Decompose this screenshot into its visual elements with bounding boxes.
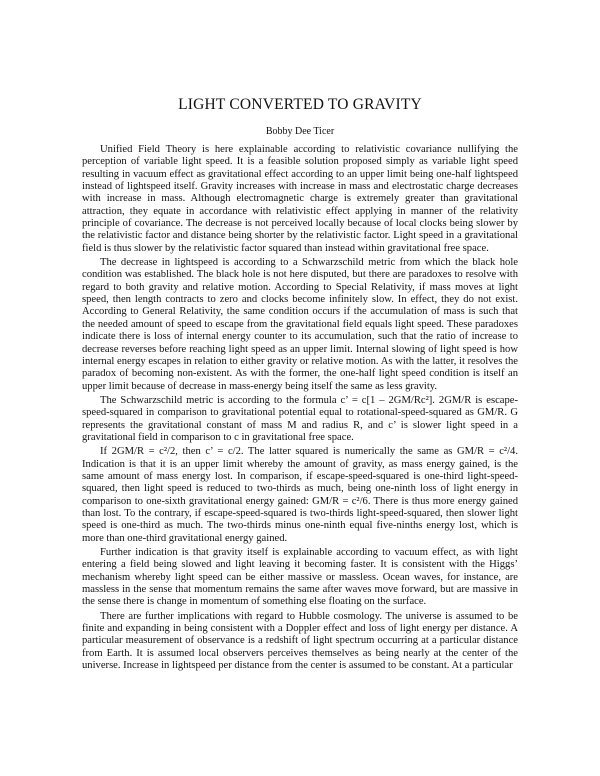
paragraph: Unified Field Theory is here explainable according to relativistic covariance nullifying the perception of variable light speed. It is a feasible solution proposed simply as variable light speed resulting in vacuum effect as gravitational effect according to an upper limit being one-half lightspeed instead of lightspeed itself. Gravity increases with increase in mass and electrostatic charge decreases with increase in mass. Although electromagnetic charge is extremely greater than gravitational attraction, they equate in accordance with relativistic effect applying in manner of the relativity principle of covariance. The decrease is not perceived locally because of local clocks being slower by the relativistic factor and distance being shorter by the relativistic factor. Light speed in a gravitational field is thus slower by the relativistic factor squared than instead within gravitational free space. xyxy=(82,144,518,254)
paragraph: There are further implications with regard to Hubble cosmology. The universe is assumed to be finite and expanding in being consistent with a Doppler effect and loss of light energy per distance. A particular measurement of observance is a redshift of light spectrum occurring at a particular distance from Earth. It is assumed local observers perceives themselves as being nearly at the center of the universe. Increase in lightspeed per distance from the center is assumed to be constant. At a particular xyxy=(82,610,518,672)
paragraph: The decrease in lightspeed is according to a Schwarzschild metric from which the black hole condition was established. The black hole is not here disputed, but there are paradoxes to resolve with regard to both gravity and relative motion. According to Special Relativity, if mass moves at light speed, then length contracts to zero and clocks become infinitely slow. In effect, they do not exist. According to General Relativity, the same condition occurs if the accumulation of mass is such that the needed amount of speed to escape from the gravitational field equals light speed. These paradoxes indicate there is loss of internal energy counter to its accumulation, such that the ratio of increase to decrease reverses before reaching light speed as an upper limit. Internal slowing of light speed is how internal energy escapes in relation to either gravity or relative motion. As with the latter, it resolves the paradox of becoming non-existent. As with the former, the one-half light speed condition is itself an upper limit because of decrease in mass-energy being itself the same as less gravity. xyxy=(82,257,518,392)
body-text xyxy=(82,144,518,674)
page-title: LIGHT CONVERTED TO GRAVITY xyxy=(178,96,422,113)
paragraph: Further indication is that gravity itself is explainable according to vacuum effect, as with light entering a field being slowed and light leaving it becoming faster. It is consistent with the Higgs’ mechanism whereby light speed can be either massive or massless. Ocean waves, for instance, are massless in the sense that momentum remains the same after waves move forward, but are massive in the sense there is change in momentum of something else floating on the surface. xyxy=(82,547,518,608)
paragraph: The Schwarzschild metric is according to the formula c’ = c[1 – 2GM/Rc²]. 2GM/R is escape-speed-squared in comparison to gravitational potential equal to rotational-speed-squared as GM/R. G represents the gravitational constant of mass M and radius R, and c’ is slower light speed in a gravitational field in comparison to c in gravitational free space. xyxy=(82,394,518,443)
author-name: Bobby Dee Ticer xyxy=(265,126,335,137)
paragraph: If 2GM/R = c²/2, then c’ = c/2. The latter squared is numerically the same as GM/R = c²/4. Indication is that it is an upper limit whereby the amount of gravity, as mass energy gained, is the same amount of mass energy lost. In comparison, if escape-speed-squared is one-third light-speed-squared, then light speed is reduced to two-thirds as much, being one-ninth loss of light energy in comparison to one-sixth gravitational energy gained: GM/R = c²/6. There is thus more energy gained than lost. To the contrary, if escape-speed-squared is two-thirds light-speed-squared, then slower light speed is one-third as much. The two-thirds minus one-ninth equal five-ninths energy lost, which is more than one-third gravitational energy gained. xyxy=(82,446,518,544)
